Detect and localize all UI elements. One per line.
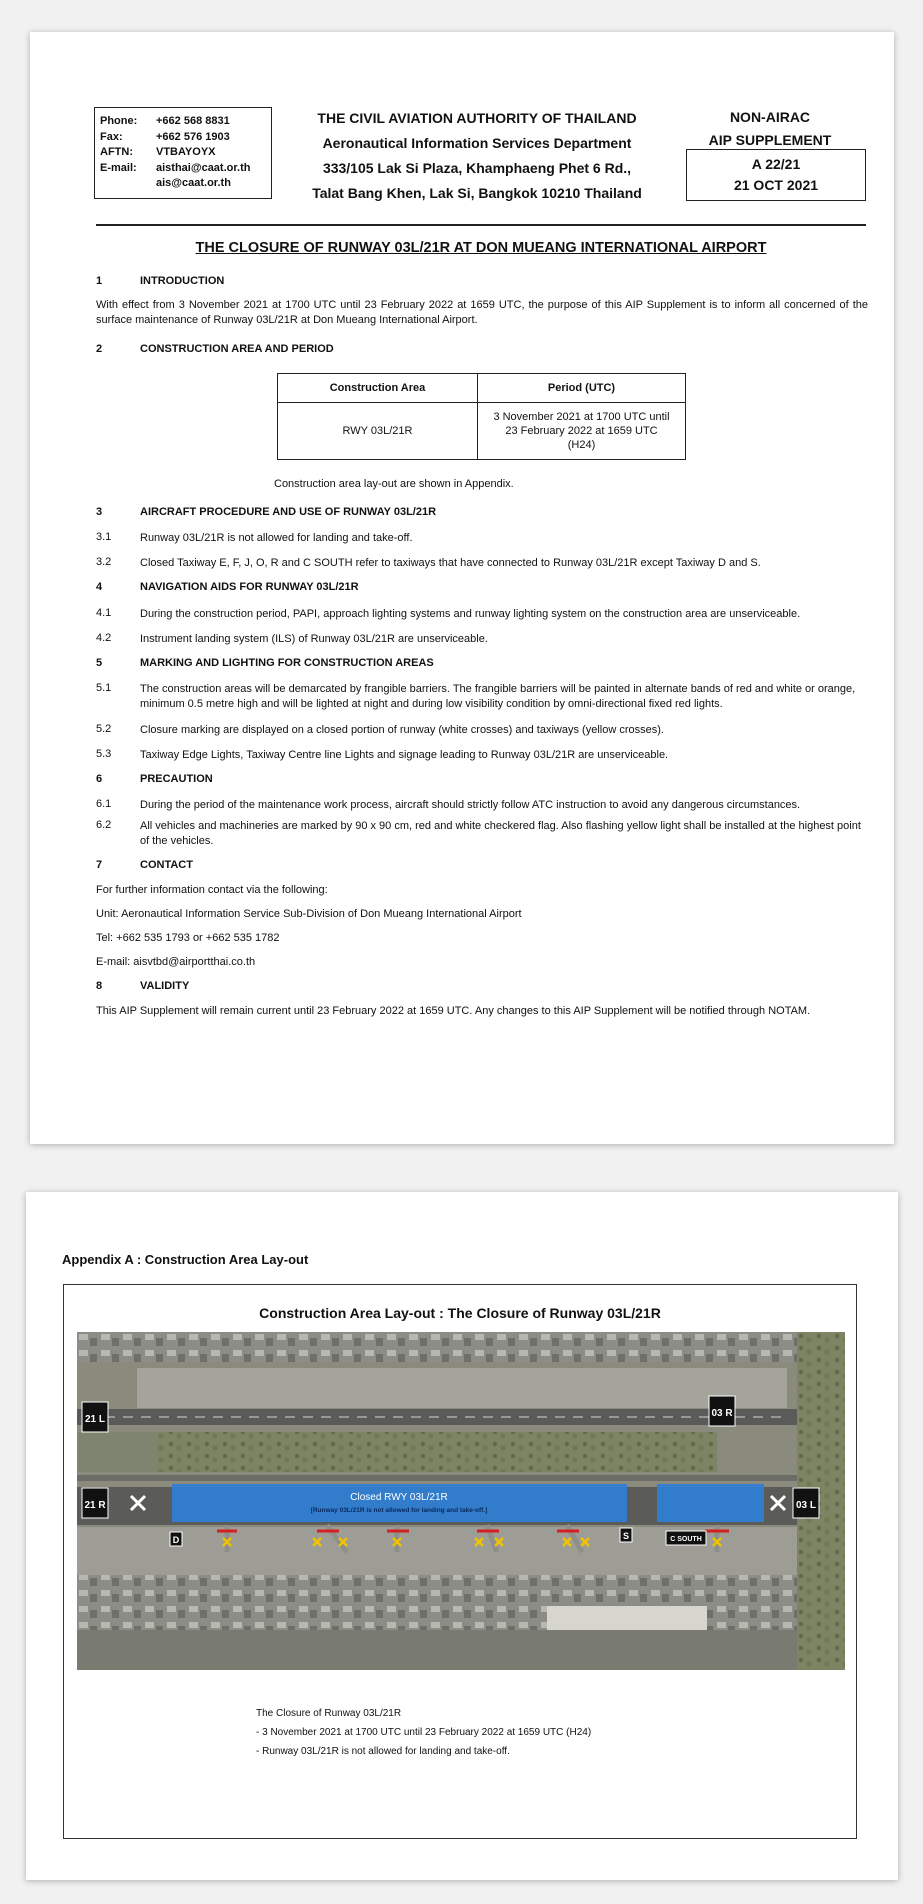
contact-label: E-mail: bbox=[100, 161, 137, 174]
item-text: Closure marking are displayed on a closed portion of runway (white crosses) and taxiways (yellow crosses). bbox=[140, 724, 664, 736]
parallel-taxiway bbox=[77, 1475, 797, 1481]
aip-page-1 bbox=[30, 32, 894, 1144]
item-number: 4.2 bbox=[96, 632, 112, 644]
contact-row-fax bbox=[100, 130, 266, 146]
item-text: During the period of the maintenance work process, aircraft should strictly follow ATC instruction to avoid any dangerous circumstances. bbox=[140, 799, 801, 811]
terminal-building bbox=[547, 1606, 707, 1630]
item-number: 5.1 bbox=[96, 682, 112, 694]
svg-text:D: D bbox=[172, 1535, 180, 1545]
section-number: 1 bbox=[96, 275, 103, 287]
section-number: 4 bbox=[96, 581, 103, 593]
contact-label: Fax: bbox=[100, 130, 123, 143]
section-number: 3 bbox=[96, 506, 103, 518]
rwy-label-03r bbox=[709, 1396, 735, 1426]
section-number: 7 bbox=[96, 859, 103, 871]
north-buildings bbox=[77, 1332, 845, 1362]
column-header-area: Construction Area bbox=[278, 374, 478, 403]
contact-label: AFTN: bbox=[100, 146, 133, 158]
validity-text: This AIP Supplement will remain current until 23 February 2022 at 1659 UTC. Any changes to this AIP Supplement will be notified through NOTAM. bbox=[96, 1005, 811, 1017]
aerial-map-svg bbox=[77, 1332, 845, 1670]
section-heading-marking-lighting: MARKING AND LIGHTING FOR CONSTRUCTION AREAS bbox=[140, 657, 434, 669]
contact-row-phone bbox=[100, 114, 266, 130]
document-title: THE CLOSURE OF RUNWAY 03L/21R AT DON MUEANG INTERNATIONAL AIRPORT bbox=[195, 240, 767, 256]
closed-runway-overlay bbox=[172, 1484, 627, 1522]
appendix-note: Construction area lay-out are shown in Appendix. bbox=[274, 478, 514, 490]
south-field bbox=[77, 1630, 797, 1670]
layout-title: Construction Area Lay-out : The Closure of Runway 03L/21R bbox=[259, 1305, 661, 1321]
period-line: 23 February 2022 at 1659 UTC bbox=[505, 425, 658, 437]
contact-row-aftn bbox=[100, 145, 266, 161]
contact-value: ais@caat.or.th bbox=[156, 177, 231, 189]
authority-name: THE CIVIL AVIATION AUTHORITY OF THAILAND bbox=[317, 110, 637, 126]
section-heading-contact: CONTACT bbox=[140, 859, 193, 871]
section-heading-aircraft-procedure: AIRCRAFT PROCEDURE AND USE OF RUNWAY 03L/21R bbox=[140, 506, 437, 518]
section-number: 6 bbox=[96, 773, 103, 785]
inner-field bbox=[77, 1432, 157, 1472]
closed-runway-sublabel: [Runway 03L/21R is not allowed for landing and take-off.] bbox=[310, 1507, 488, 1514]
item-text: Closed Taxiway E, F, J, O, R and C SOUTH refer to taxiways that have connected to Runway 03L/21R except Taxiway D and S. bbox=[140, 557, 761, 569]
item-number: 6.1 bbox=[96, 798, 112, 810]
cell-period bbox=[478, 403, 686, 460]
contact-value: +662 568 8831 bbox=[156, 115, 230, 127]
supplement-number: A 22/21 bbox=[751, 156, 801, 172]
contact-box bbox=[94, 107, 272, 199]
appendix-title: Appendix A : Construction Area Lay-out bbox=[62, 1252, 309, 1267]
section-number: 2 bbox=[96, 343, 103, 355]
item-text: During the construction period, PAPI, approach lighting systems and runway lighting system on the construction area are unserviceable. bbox=[140, 608, 801, 620]
item-number: 3.1 bbox=[96, 531, 112, 543]
item-number: 4.1 bbox=[96, 607, 112, 619]
contact-row-email bbox=[100, 161, 266, 177]
supplement-id-box bbox=[686, 149, 866, 201]
rwy-label-03l bbox=[793, 1488, 819, 1518]
item-number: 5.3 bbox=[96, 748, 112, 760]
taxiway-s-label bbox=[620, 1528, 632, 1542]
section-heading-introduction: INTRODUCTION bbox=[140, 275, 225, 287]
contact-row-email-2 bbox=[100, 176, 266, 192]
contact-value: VTBAYOYX bbox=[156, 146, 216, 158]
supplement-date: 21 OCT 2021 bbox=[733, 177, 819, 193]
contact-tel: Tel: +662 535 1793 or +662 535 1782 bbox=[96, 932, 280, 944]
contact-email: E-mail: aisvtbd@airportthai.co.th bbox=[96, 956, 256, 968]
item-text: All vehicles and machineries are marked by 90 x 90 cm, red and white checkered flag. Also flashing yellow light shall be installed at the highest point of the vehicles. bbox=[140, 820, 861, 847]
supplement-name: AIP SUPPLEMENT bbox=[708, 132, 832, 148]
introduction-text: With effect from 3 November 2021 at 1700 UTC until 23 February 2022 at 1659 UTC, the purpose of this AIP Supplement is to inform all concerned of the surface maintenance of Runway 03L/21R at Don Mueang International Airport. bbox=[96, 299, 868, 326]
section-number: 8 bbox=[96, 980, 103, 992]
table-header-row bbox=[278, 374, 686, 403]
contact-label bbox=[100, 176, 156, 192]
section-heading-navigation-aids: NAVIGATION AIDS FOR RUNWAY 03L/21R bbox=[140, 581, 359, 593]
aerial-layout-map bbox=[77, 1332, 845, 1670]
aip-page-2-appendix bbox=[26, 1192, 898, 1880]
layout-caption bbox=[256, 1704, 591, 1761]
item-number: 5.2 bbox=[96, 723, 112, 735]
svg-text:21 R: 21 R bbox=[84, 1500, 106, 1511]
svg-text:03 R: 03 R bbox=[711, 1408, 733, 1419]
contact-value: aisthai@caat.or.th bbox=[156, 161, 251, 174]
supplement-heading bbox=[680, 106, 860, 152]
item-number: 6.2 bbox=[96, 819, 112, 831]
caption-line: - Runway 03L/21R is not allowed for landing and take-off. bbox=[256, 1746, 510, 1757]
north-apron bbox=[137, 1368, 787, 1408]
rwy-label-21l bbox=[82, 1402, 108, 1432]
section-heading-construction-area: CONSTRUCTION AREA AND PERIOD bbox=[140, 343, 334, 355]
svg-text:21 L: 21 L bbox=[84, 1414, 106, 1425]
closed-runway-overlay-east bbox=[657, 1484, 764, 1522]
svg-text:C SOUTH: C SOUTH bbox=[670, 1536, 702, 1543]
column-header-period: Period (UTC) bbox=[478, 374, 686, 403]
item-text: Taxiway Edge Lights, Taxiway Centre line Lights and signage leading to Runway 03L/21R are unserviceable. bbox=[140, 749, 669, 761]
contact-unit: Unit: Aeronautical Information Service Sub-Division of Don Mueang International Airport bbox=[96, 908, 522, 920]
period-line: (H24) bbox=[567, 439, 596, 451]
authority-address-1: 333/105 Lak Si Plaza, Khamphaeng Phet 6 Rd., bbox=[322, 160, 632, 176]
table-row bbox=[278, 403, 686, 460]
caption-line: The Closure of Runway 03L/21R bbox=[256, 1708, 402, 1719]
authority-block bbox=[292, 106, 662, 206]
cell-area: RWY 03L/21R bbox=[278, 403, 478, 460]
taxiway-d-label bbox=[170, 1532, 182, 1546]
inner-vegetation bbox=[157, 1432, 717, 1472]
rwy-label-21r bbox=[82, 1488, 108, 1518]
section-heading-precaution: PRECAUTION bbox=[140, 773, 213, 785]
contact-value: +662 576 1903 bbox=[156, 130, 230, 143]
caption-line: - 3 November 2021 at 1700 UTC until 23 February 2022 at 1659 UTC (H24) bbox=[256, 1727, 592, 1738]
section-heading-validity: VALIDITY bbox=[140, 980, 190, 992]
svg-text:03 L: 03 L bbox=[795, 1500, 817, 1511]
item-number: 3.2 bbox=[96, 556, 112, 568]
contact-label: Phone: bbox=[100, 115, 138, 127]
period-line: 3 November 2021 at 1700 UTC until bbox=[493, 411, 670, 423]
section-number: 5 bbox=[96, 657, 103, 669]
item-text: Instrument landing system (ILS) of Runway 03L/21R are unserviceable. bbox=[140, 633, 488, 645]
item-text: Runway 03L/21R is not allowed for landing and take-off. bbox=[140, 532, 413, 544]
authority-department: Aeronautical Information Services Department bbox=[322, 135, 632, 151]
authority-address-2: Talat Bang Khen, Lak Si, Bangkok 10210 Thailand bbox=[312, 185, 642, 201]
supplement-type: NON-AIRAC bbox=[729, 109, 811, 125]
construction-table bbox=[277, 373, 686, 460]
item-text: The construction areas will be demarcated by frangible barriers. The frangible barriers will be painted in alternate bands of red and white or orange, minimum 0.5 metre high and will be lighted at night and during low visibility condition by omni-directional fixed red lights. bbox=[140, 683, 856, 710]
contact-intro: For further information contact via the following: bbox=[96, 884, 328, 896]
header-divider bbox=[96, 224, 866, 226]
svg-text:S: S bbox=[622, 1531, 630, 1541]
closed-runway-label: Closed RWY 03L/21R bbox=[350, 1492, 448, 1503]
taxiway-c-south-label bbox=[666, 1531, 706, 1545]
